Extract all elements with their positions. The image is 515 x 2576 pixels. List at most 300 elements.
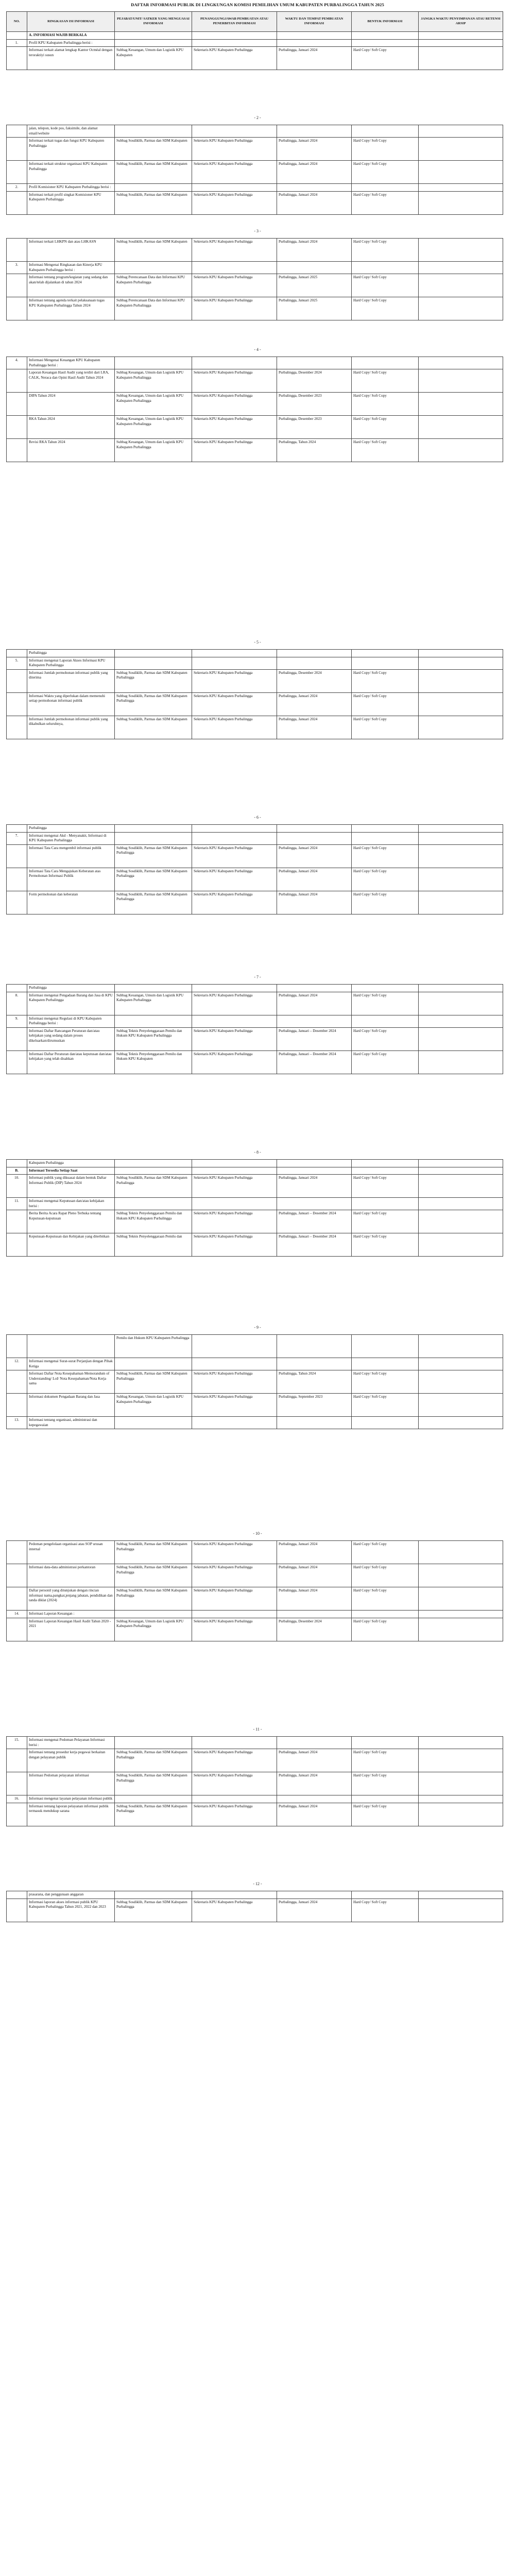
- table-row: [7, 1027, 503, 1050]
- table-cell: [352, 1160, 419, 1167]
- table-cell: [352, 1417, 419, 1429]
- table-cell: Purbalingga, Januari 2024: [277, 1803, 352, 1826]
- table-cell: [7, 47, 27, 70]
- table-cell: [7, 239, 27, 262]
- table-cell: [192, 1737, 277, 1749]
- table-cell: [192, 825, 277, 833]
- table-cell: Sekretaris KPU Kabupaten Purbalingga: [192, 1899, 277, 1922]
- table-cell: Informasi data-data administrasi perkantoran: [27, 1564, 115, 1587]
- table-cell: Hard Copy/ Soft Copy: [352, 161, 419, 184]
- table-cell: Hard Copy/ Soft Copy: [352, 191, 419, 214]
- table-cell: [115, 39, 192, 47]
- table-cell: Hard Copy/ Soft Copy: [352, 274, 419, 297]
- table-cell: [352, 1335, 419, 1358]
- table-cell: Hard Copy/ Soft Copy: [352, 393, 419, 416]
- table-cell: Subbag Sosdiklih, Parmas dan SDM Kabupaten Purbalingga: [115, 1772, 192, 1795]
- table-cell: 10.: [7, 1175, 27, 1198]
- table-row: [7, 692, 503, 716]
- table-cell: [7, 1027, 27, 1050]
- table-cell: [7, 369, 27, 393]
- page-number: - 3 -: [254, 229, 261, 233]
- table-cell: [419, 1749, 503, 1772]
- table-cell: [192, 1335, 277, 1358]
- table-cell: [419, 844, 503, 868]
- table-row: [7, 1618, 503, 1641]
- table-cell: [192, 32, 277, 40]
- table-cell: Informasi tentang organisasi, administrasi dan kepegawaian: [27, 1417, 115, 1429]
- table-cell: [352, 1358, 419, 1370]
- information-table: [6, 11, 503, 70]
- table-row: [7, 1167, 503, 1175]
- table-cell: Sekretaris KPU Kabupaten Purbalingga: [192, 692, 277, 716]
- table-row: [7, 1891, 503, 1899]
- table-cell: Sekretaris KPU Kabupaten Purbalingga: [192, 416, 277, 439]
- table-cell: [7, 1394, 27, 1417]
- table-cell: Purbalingga: [27, 650, 115, 657]
- table-row: [7, 239, 503, 262]
- table-row: [7, 274, 503, 297]
- table-cell: [352, 650, 419, 657]
- table-cell: Subbag Perencanaan Data dan Informasi KPU Kabupaten Purbalingga: [115, 297, 192, 320]
- table-cell: [7, 1891, 27, 1899]
- table-cell: [419, 47, 503, 70]
- table-row: [7, 992, 503, 1015]
- table-cell: 8.: [7, 992, 27, 1015]
- table-cell: [192, 1417, 277, 1429]
- table-cell: Informasi Laporan Keuangan Hasil Audit Tahun 2020 - 2021: [27, 1618, 115, 1641]
- table-cell: 5.: [7, 657, 27, 669]
- table-cell: Subbag Sosdiklih, Parmas dan SDM Kabupaten: [115, 161, 192, 184]
- table-cell: [419, 716, 503, 739]
- table-cell: Informasi mengenai Pedoman Pelayanan Informasi berisi :: [27, 1737, 115, 1749]
- table-cell: Purbalingga, Januari 2024: [277, 239, 352, 262]
- table-row: [7, 1050, 503, 1074]
- table-cell: [277, 1795, 352, 1803]
- table-cell: [7, 844, 27, 868]
- table-cell: Sekretaris KPU Kabupaten Purbalingga: [192, 1050, 277, 1074]
- table-cell: Daftar personil yang ditunjukan dengan rincian informasi nama,pangkat,jenjang jabatan, pendidikan dan tanda diklat (2024): [27, 1587, 115, 1611]
- table-cell: Sekretaris KPU Kabupaten Purbalingga: [192, 716, 277, 739]
- table-cell: [7, 1564, 27, 1587]
- table-cell: Informasi terkait tugas dan fungsi KPU Kabupaten Purbalingga: [27, 138, 115, 161]
- table-cell: 13.: [7, 1417, 27, 1429]
- table-row: [7, 1749, 503, 1772]
- table-cell: Informasi terkait alamat lengkap Kantor Ocmèal dengan teroraktiyi susun: [27, 47, 115, 70]
- information-table: [6, 125, 503, 215]
- table-cell: Informasi Daftar Nota Kesepahaman Memorandum of Understanding/ LoI/ Nota Kesepahaman/Nota Kerja sama: [27, 1370, 115, 1394]
- table-cell: [277, 657, 352, 669]
- table-cell: Purbalingga, Januari 2024: [277, 47, 352, 70]
- table-row: [7, 369, 503, 393]
- table-cell: [419, 825, 503, 833]
- table-cell: [352, 985, 419, 992]
- table-cell: Sekretaris KPU Kabupaten Purbalingga: [192, 1175, 277, 1198]
- table-row: [7, 357, 503, 369]
- table-row: [7, 1160, 503, 1167]
- information-table: [6, 1736, 503, 1826]
- table-cell: Informasi mengenai Surat-surat Perjanjian dengan Pihak Ketiga: [27, 1358, 115, 1370]
- table-cell: [419, 1417, 503, 1429]
- table-cell: [192, 1167, 277, 1175]
- table-cell: [352, 125, 419, 138]
- table-cell: Purbalingga: [27, 985, 115, 992]
- table-cell: Subbag Sosdiklih, Parmas dan SDM Kabupaten Purbalingga: [115, 1564, 192, 1587]
- table-cell: Informasi terkait struktur organisasi KPU Kabupaten Purbalingga: [27, 161, 115, 184]
- table-cell: Informasi Mengenai Ringkasan dan Kinerja KPU Kabupaten Purbalingga berisi :: [27, 262, 115, 274]
- table-cell: Informasi dokumen Pengadaan Barang dan Jasa: [27, 1394, 115, 1417]
- table-cell: [7, 1370, 27, 1394]
- page-number: - 10 -: [253, 1531, 262, 1536]
- table-cell: Purbalingga, Januari 2024: [277, 891, 352, 914]
- table-cell: [419, 1795, 503, 1803]
- table-cell: Hard Copy/ Soft Copy: [352, 844, 419, 868]
- information-table: [6, 824, 503, 914]
- table-cell: [419, 161, 503, 184]
- table-cell: [277, 1737, 352, 1749]
- table-cell: [352, 1611, 419, 1618]
- table-cell: [277, 1167, 352, 1175]
- table-cell: Purbalingga, Januari 2024: [277, 161, 352, 184]
- table-cell: Profil KPU Kabupaten Purbalingga berisi :: [27, 39, 115, 47]
- table-cell: Purbalingga, Desember 2024: [277, 1618, 352, 1641]
- table-cell: [419, 1358, 503, 1370]
- table-cell: [419, 1160, 503, 1167]
- table-cell: Purbalingga, Januari 2024: [277, 868, 352, 891]
- table-cell: [419, 369, 503, 393]
- table-cell: Sekretaris KPU Kabupaten Purbalingga: [192, 868, 277, 891]
- table-cell: [7, 138, 27, 161]
- table-cell: Purbalingga, Januari 2024: [277, 992, 352, 1015]
- table-cell: [115, 262, 192, 274]
- table-cell: [277, 39, 352, 47]
- table-cell: [7, 1050, 27, 1074]
- table-cell: Purbalingga, Januari 2024: [277, 1564, 352, 1587]
- table-cell: [419, 439, 503, 462]
- table-row: [7, 1541, 503, 1564]
- table-cell: Subbag Keuangan, Umum dan Logistik KPU Kabupaten Purbalingga: [115, 1394, 192, 1417]
- table-row: [7, 39, 503, 47]
- table-row: [7, 1899, 503, 1922]
- table-cell: [7, 669, 27, 692]
- table-row: [7, 1015, 503, 1027]
- table-cell: Sekretaris KPU Kabupaten Purbalingga: [192, 1587, 277, 1611]
- table-cell: Informasi tentang laporan pelayanan informasi publik termasuk mendukup sarana: [27, 1803, 115, 1826]
- table-cell: B.: [7, 1167, 27, 1175]
- table-row: [7, 439, 503, 462]
- table-cell: [277, 357, 352, 369]
- table-cell: Purbalingga, Desember 2024: [277, 369, 352, 393]
- table-cell: [277, 1015, 352, 1027]
- table-row: [7, 1175, 503, 1198]
- table-cell: Sekretaris KPU Kabupaten Purbalingga: [192, 1564, 277, 1587]
- table-cell: Purbalingga, Desember 2023: [277, 416, 352, 439]
- table-cell: Informasi tentang program/kegiatan yang sedang dan akan/telah dijalankan di tahun 2024: [27, 274, 115, 297]
- table-cell: Purbalingga, Januari 2024: [277, 1899, 352, 1922]
- table-cell: [7, 1210, 27, 1233]
- table-cell: Hard Copy/ Soft Copy: [352, 1618, 419, 1641]
- table-cell: [352, 262, 419, 274]
- table-cell: Hard Copy/ Soft Copy: [352, 669, 419, 692]
- table-cell: 1.: [7, 39, 27, 47]
- information-table: [6, 238, 503, 320]
- table-row: [7, 657, 503, 669]
- table-cell: [419, 1891, 503, 1899]
- table-row: [7, 650, 503, 657]
- table-cell: [277, 184, 352, 192]
- table-cell: [192, 1795, 277, 1803]
- table-cell: [352, 1167, 419, 1175]
- table-cell: [192, 1611, 277, 1618]
- table-cell: [419, 1564, 503, 1587]
- table-cell: Subbag Sosdiklih, Parmas dan SDM Kabupaten Purbalingga: [115, 1370, 192, 1394]
- table-cell: [352, 832, 419, 844]
- table-cell: Subbag Sosdiklih, Parmas dan SDM Kabupaten Purbalingga: [115, 692, 192, 716]
- table-cell: Informasi mengenai Akd - Menyanakit, Informasi di KPU Kabupaten Purbalingga: [27, 832, 115, 844]
- information-table: [6, 357, 503, 462]
- table-cell: Pemilu dan Hukum KPU Kabupaten Purbalingga: [115, 1335, 192, 1358]
- table-cell: [419, 1611, 503, 1618]
- table-cell: [7, 985, 27, 992]
- table-cell: [419, 832, 503, 844]
- table-cell: Sekretaris KPU Kabupaten Purbalingga: [192, 1541, 277, 1564]
- table-cell: Subbag Keuangan, Umum dan Logistik KPU Kabupaten Purbalingga: [115, 1618, 192, 1641]
- table-cell: Informasi Jumlah permohonan informasi publik yang diterima: [27, 669, 115, 692]
- column-header: NO.: [7, 12, 27, 32]
- table-cell: Informasi laporan akses informasi publik KPU Kabupaten Purbalingga Tahun 2021, 2022 dan 2023: [27, 1899, 115, 1922]
- table-row: [7, 184, 503, 192]
- table-row: [7, 844, 503, 868]
- table-cell: [419, 1050, 503, 1074]
- table-cell: Hard Copy/ Soft Copy: [352, 891, 419, 914]
- table-row: [7, 1358, 503, 1370]
- table-cell: [115, 1417, 192, 1429]
- table-cell: Sekretaris KPU Kabupaten Purbalingga: [192, 1772, 277, 1795]
- page-number: - 6 -: [254, 815, 261, 820]
- table-cell: 3.: [7, 262, 27, 274]
- table-cell: Sekretaris KPU Kabupaten Purbalingga: [192, 1749, 277, 1772]
- table-cell: [115, 125, 192, 138]
- table-cell: RKA Tahun 2024: [27, 416, 115, 439]
- table-cell: [192, 357, 277, 369]
- table-cell: Sekretaris KPU Kabupaten Purbalingga: [192, 138, 277, 161]
- table-cell: [115, 650, 192, 657]
- table-cell: [277, 1417, 352, 1429]
- table-cell: [277, 1198, 352, 1210]
- table-cell: [192, 39, 277, 47]
- table-cell: Informasi Jumlah permohonan informasi publik yang dikabulkan seluruhnya,: [27, 716, 115, 739]
- table-cell: Purbalingga, Januari 2025: [277, 297, 352, 320]
- table-cell: Hard Copy/ Soft Copy: [352, 1370, 419, 1394]
- table-cell: Hard Copy/ Soft Copy: [352, 1233, 419, 1257]
- table-cell: Subbag Perencanaan Data dan Informasi KPU Kabupaten Purbalingga: [115, 274, 192, 297]
- table-row: [7, 891, 503, 914]
- information-table: [6, 649, 503, 739]
- table-cell: Informasi Tersedia Setiap Saat: [27, 1167, 115, 1175]
- table-cell: 4.: [7, 357, 27, 369]
- table-cell: Sekretaris KPU Kabupaten Purbalingga: [192, 1394, 277, 1417]
- table-cell: [277, 32, 352, 40]
- table-cell: [419, 1167, 503, 1175]
- table-cell: Purbalingga, Tahun 2024: [277, 439, 352, 462]
- table-cell: Subbag Sosdiklih, Parmas dan SDM Kabupaten Purbalingga: [115, 1803, 192, 1826]
- table-row: [7, 1772, 503, 1795]
- table-cell: [115, 1167, 192, 1175]
- table-cell: [27, 1335, 115, 1358]
- table-cell: Subbag Keuangan, Umum dan Logistik KPU Kabupaten Purbalingga: [115, 439, 192, 462]
- table-cell: Purbalingga, Januari 2024: [277, 716, 352, 739]
- table-cell: Hard Copy/ Soft Copy: [352, 1803, 419, 1826]
- table-cell: [115, 985, 192, 992]
- table-row: [7, 1795, 503, 1803]
- table-cell: Purbalingga, Desember 2024: [277, 669, 352, 692]
- table-cell: Purbalingga, September 2023: [277, 1394, 352, 1417]
- table-cell: Hard Copy/ Soft Copy: [352, 239, 419, 262]
- table-cell: [7, 716, 27, 739]
- table-cell: Subbag Sosdiklih, Parmas dan SDM Kabupaten Purbalingga: [115, 1541, 192, 1564]
- table-cell: Purbalingga, Januari 2024: [277, 1587, 352, 1611]
- table-cell: [192, 184, 277, 192]
- table-cell: [7, 393, 27, 416]
- table-row: [7, 1564, 503, 1587]
- table-cell: Pedoman pengelolaan organisasi atau SOP urusan internal: [27, 1541, 115, 1564]
- table-cell: [7, 439, 27, 462]
- table-cell: [192, 1891, 277, 1899]
- table-row: [7, 297, 503, 320]
- table-cell: Sekretaris KPU Kabupaten Purbalingga: [192, 297, 277, 320]
- table-cell: [277, 1358, 352, 1370]
- page-number: - 11 -: [253, 1727, 262, 1732]
- column-header: BENTUK INFORMASI: [352, 12, 419, 32]
- table-cell: Purbalingga, Januari 2024: [277, 1749, 352, 1772]
- table-cell: Sekretaris KPU Kabupaten Purbalingga: [192, 1370, 277, 1394]
- table-row: [7, 1370, 503, 1394]
- table-cell: Subbag Sosdiklih, Parmas dan SDM Kabupaten: [115, 239, 192, 262]
- table-cell: Hard Copy/ Soft Copy: [352, 47, 419, 70]
- table-cell: [419, 191, 503, 214]
- table-cell: Subbag Teknis Penyelenggaraan Pemilu dan Hukum KPU Kabupaten Purbalingga: [115, 1027, 192, 1050]
- table-cell: [419, 657, 503, 669]
- table-cell: [277, 1891, 352, 1899]
- table-cell: [7, 1233, 27, 1257]
- table-cell: Hard Copy/ Soft Copy: [352, 1772, 419, 1795]
- table-cell: Subbag Sosdiklih, Parmas dan SDM Kabupaten Purbalingga: [115, 868, 192, 891]
- table-cell: DIPA Tahun 2024: [27, 393, 115, 416]
- page-number: - 7 -: [254, 975, 261, 979]
- table-row: [7, 393, 503, 416]
- table-cell: Purbalingga, Januari – Desember 2024: [277, 1027, 352, 1050]
- table-cell: [115, 1358, 192, 1370]
- table-cell: Subbag Sosdiklih, Parmas dan SDM Kabupaten Purbalingga: [115, 844, 192, 868]
- table-cell: Laporan Keuangan Hasil Audit yang terdiri dari LRA, CALK, Neraca dan Opini Hasil Audit Tahun 2024: [27, 369, 115, 393]
- table-cell: Hard Copy/ Soft Copy: [352, 439, 419, 462]
- table-cell: [352, 1795, 419, 1803]
- table-row: [7, 191, 503, 214]
- table-cell: Subbag Teknis Penyelenggaraan Pemilu dan Hukum KPU Kabupaten: [115, 1050, 192, 1074]
- table-cell: [419, 184, 503, 192]
- table-cell: [277, 262, 352, 274]
- table-cell: [419, 1587, 503, 1611]
- information-table: [6, 1334, 503, 1429]
- table-cell: [7, 125, 27, 138]
- table-cell: [419, 891, 503, 914]
- table-cell: [419, 1233, 503, 1257]
- table-cell: Purbalingga, Januari 2024: [277, 138, 352, 161]
- table-cell: [352, 32, 419, 40]
- column-header: PEJABAT/UNIT/ SATKER YANG MENGUASAI INFORMASI: [115, 12, 192, 32]
- table-cell: Subbag Keuangan, Umum dan Logistik KPU Kabupaten Purbalingga: [115, 992, 192, 1015]
- table-cell: [192, 1160, 277, 1167]
- table-cell: Purbalingga, Januari 2024: [277, 1772, 352, 1795]
- table-cell: [115, 1737, 192, 1749]
- table-cell: Hard Copy/ Soft Copy: [352, 369, 419, 393]
- table-cell: [419, 357, 503, 369]
- table-row: [7, 262, 503, 274]
- table-cell: Informasi Waktu yang diperlukan dalam memenuhi setiap permohonan informasi publik: [27, 692, 115, 716]
- table-cell: Sekretaris KPU Kabupaten Purbalingga: [192, 369, 277, 393]
- table-cell: Sekretaris KPU Kabupaten Purbalingga: [192, 47, 277, 70]
- table-cell: 16.: [7, 1795, 27, 1803]
- table-cell: [115, 657, 192, 669]
- table-cell: [7, 1160, 27, 1167]
- table-cell: Sekretaris KPU Kabupaten Purbalingga: [192, 844, 277, 868]
- table-cell: [7, 161, 27, 184]
- table-cell: Sekretaris KPU Kabupaten Purbalingga: [192, 1210, 277, 1233]
- table-cell: Informasi Daftar Rancangan Peraturan dan/atau kebijakan yang sedang dalam proses dikeluarkan/dirumuskan: [27, 1027, 115, 1050]
- table-cell: [419, 1618, 503, 1641]
- table-cell: [192, 1358, 277, 1370]
- table-cell: [419, 1027, 503, 1050]
- table-cell: Hard Copy/ Soft Copy: [352, 1749, 419, 1772]
- table-cell: [352, 39, 419, 47]
- table-cell: Sekretaris KPU Kabupaten Purbalingga: [192, 439, 277, 462]
- table-cell: Informasi mengenai Regulasi di KPU Kabupaten Purbalingga berisi :: [27, 1015, 115, 1027]
- table-cell: Hard Copy/ Soft Copy: [352, 692, 419, 716]
- table-cell: [7, 868, 27, 891]
- table-cell: Purbalingga, Desember 2023: [277, 393, 352, 416]
- table-row: [7, 1233, 503, 1257]
- table-cell: Informasi terkait profil singkat Komisioner KPU Kabupaten Purbalingga: [27, 191, 115, 214]
- table-cell: Purbalingga: [27, 825, 115, 833]
- table-cell: A. INFORMASI WAJIB BERKALA: [27, 32, 115, 40]
- table-cell: Subbag Sosdiklih, Parmas dan SDM Kabupaten Purbalingga: [115, 1587, 192, 1611]
- table-cell: [419, 692, 503, 716]
- table-cell: Hard Copy/ Soft Copy: [352, 868, 419, 891]
- table-cell: [419, 138, 503, 161]
- table-cell: Informasi mengenai Pengadaan Barang dan Jasa di KPU Kabupaten Purbalingga: [27, 992, 115, 1015]
- table-row: [7, 1198, 503, 1210]
- table-cell: [115, 825, 192, 833]
- table-cell: [7, 650, 27, 657]
- table-cell: [277, 650, 352, 657]
- table-cell: Purbalingga, Januari 2024: [277, 692, 352, 716]
- table-cell: Hard Copy/ Soft Copy: [352, 1564, 419, 1587]
- table-cell: Hard Copy/ Soft Copy: [352, 716, 419, 739]
- table-row: [7, 1335, 503, 1358]
- table-cell: Informasi Pedoman pelayanan informasi: [27, 1772, 115, 1795]
- table-cell: 11.: [7, 1198, 27, 1210]
- table-cell: Hard Copy/ Soft Copy: [352, 416, 419, 439]
- table-cell: Hard Copy/ Soft Copy: [352, 297, 419, 320]
- table-cell: [7, 692, 27, 716]
- table-cell: Purbalingga, Januari – Desember 2024: [277, 1233, 352, 1257]
- table-cell: [419, 1015, 503, 1027]
- table-cell: Subbag Sosdiklih, Parmas dan SDM Kabupaten: [115, 191, 192, 214]
- table-cell: [115, 1160, 192, 1167]
- table-cell: Informasi publik yang dikuasai dalam bentuk Daftar Informasi Publik (DIP) Tahun 2024: [27, 1175, 115, 1198]
- information-table: [6, 1159, 503, 1257]
- table-cell: [419, 669, 503, 692]
- table-cell: Informasi Tata Cara Mengajukan Keberatan atas Permohonan Informasi Publik: [27, 868, 115, 891]
